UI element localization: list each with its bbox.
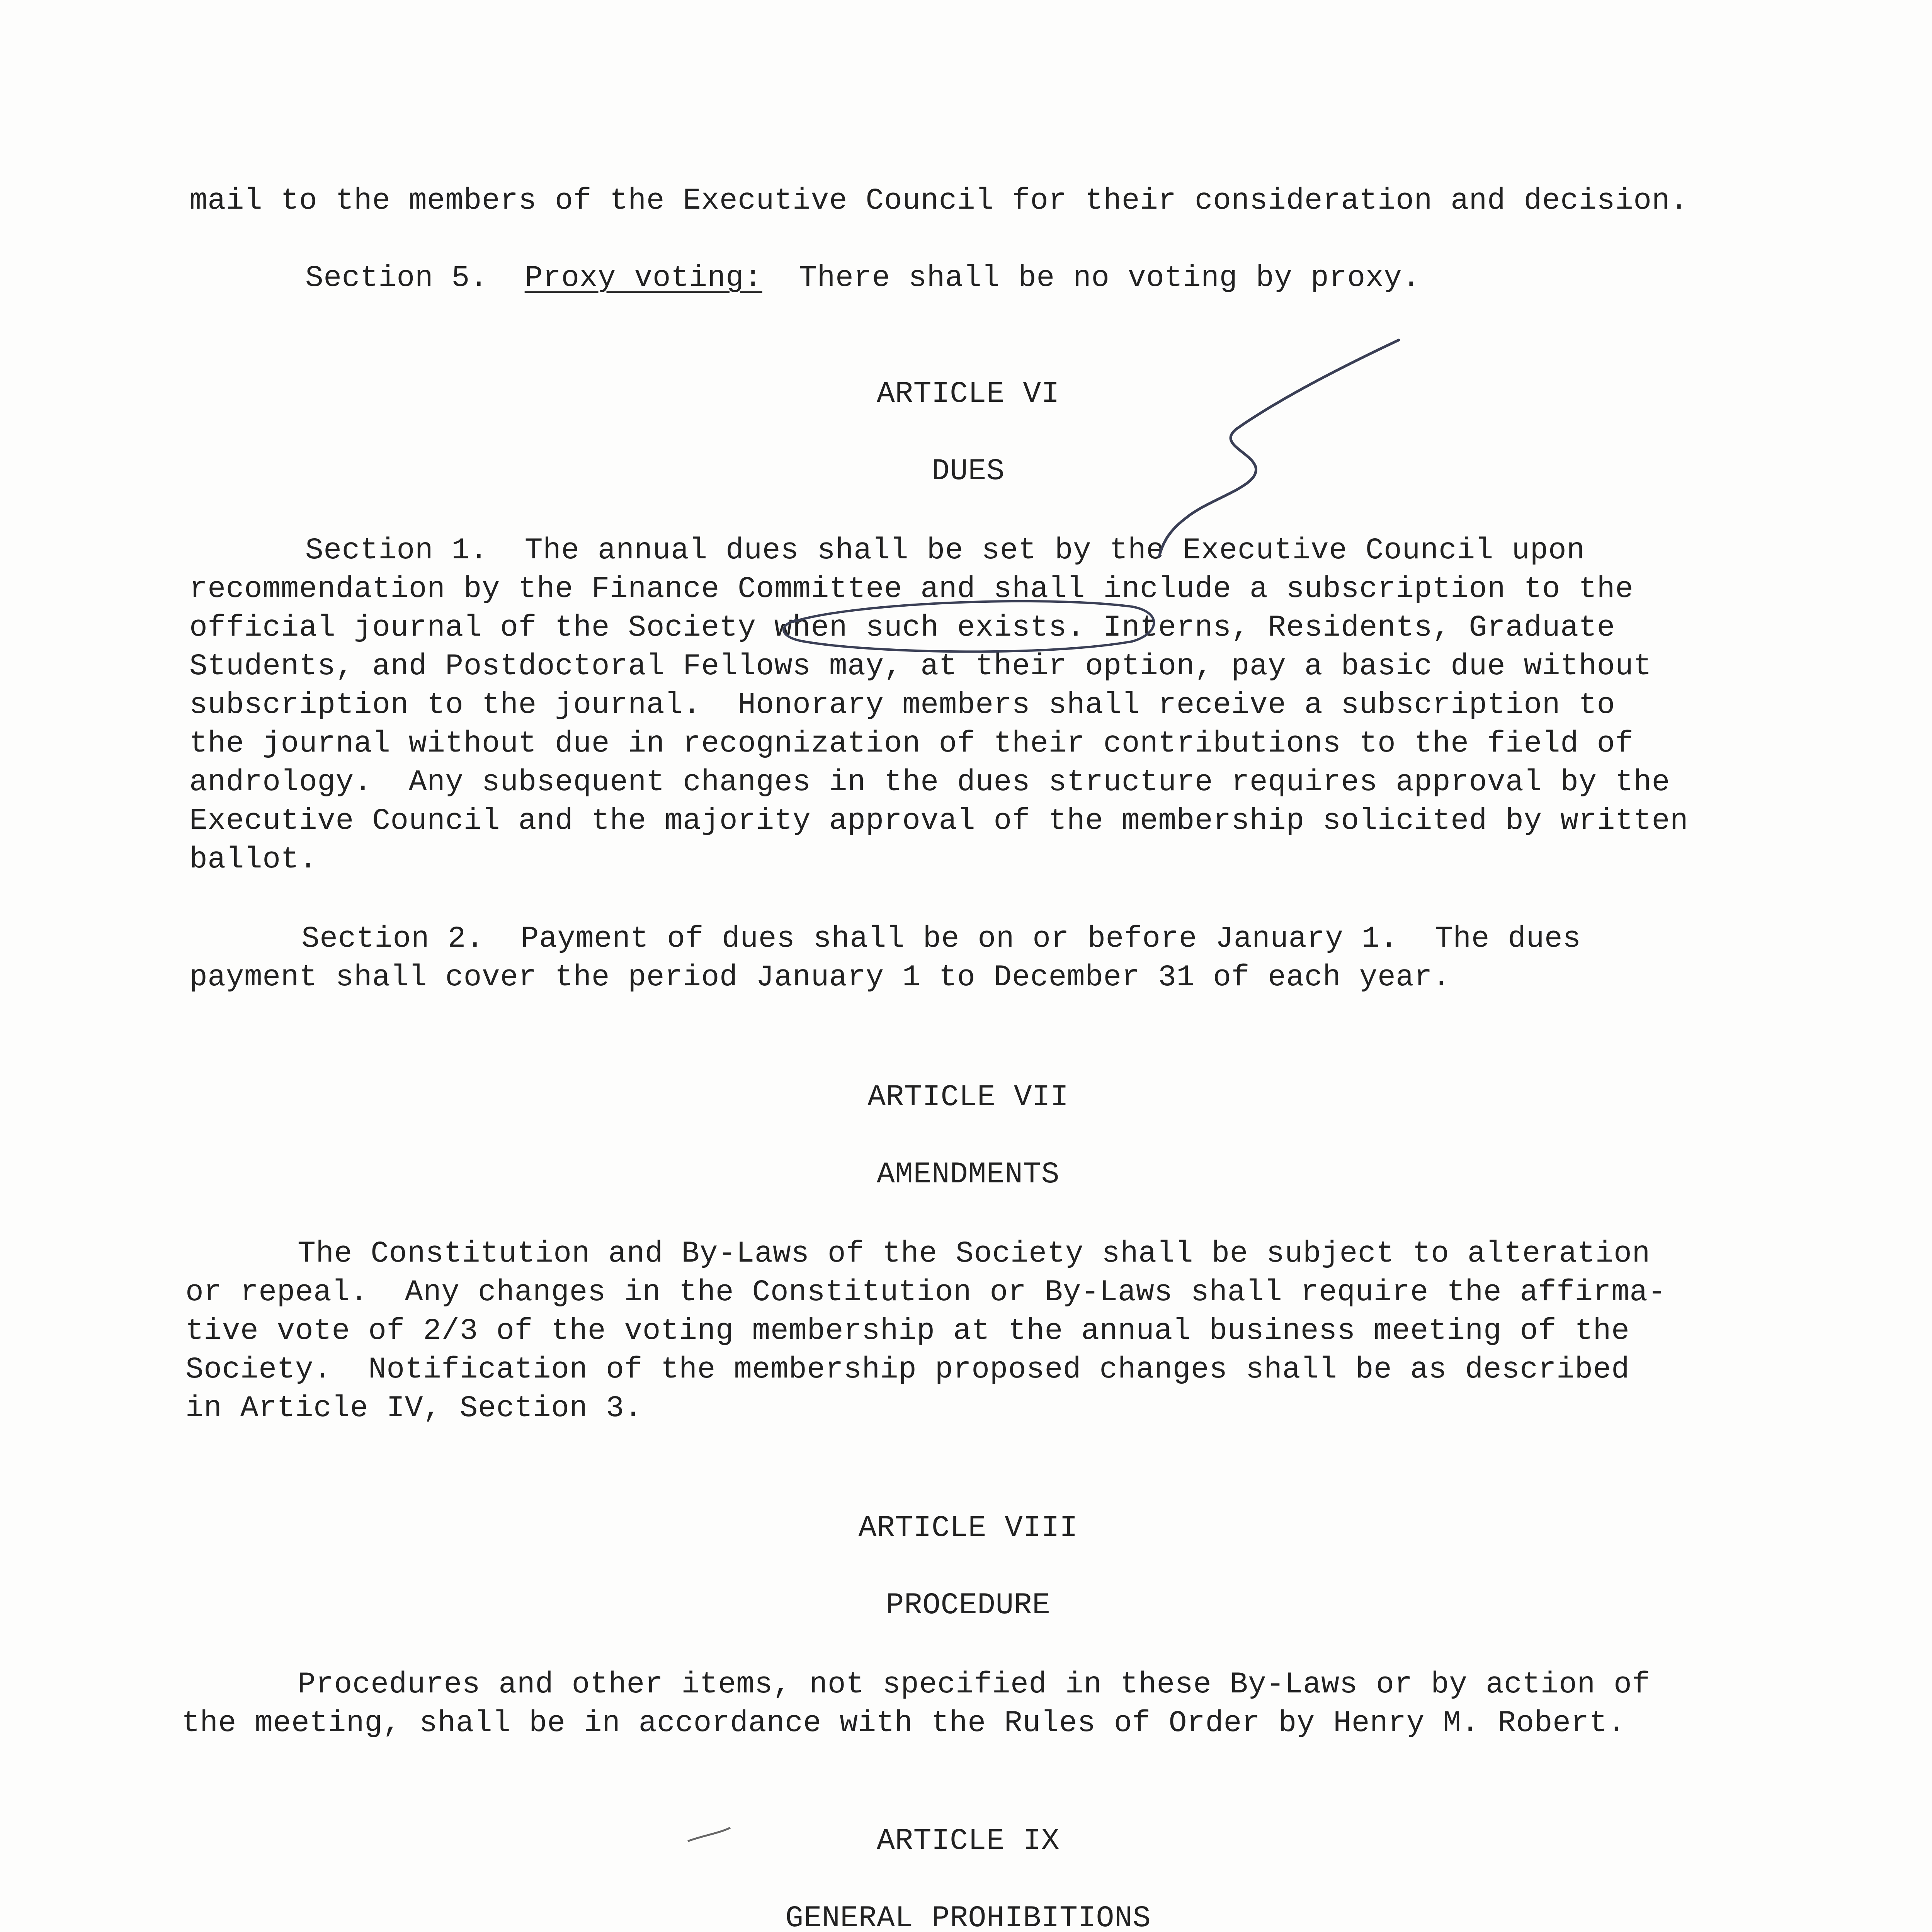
- paragraph-line: Section 2. Payment of dues shall be on or before January 1. The dues: [301, 922, 1581, 956]
- article-7-heading: ARTICLE VII: [867, 1080, 1069, 1114]
- paragraph-line: The Constitution and By-Laws of the Society shall be subject to alteration: [298, 1237, 1650, 1271]
- article-9-subheading: GENERAL PROHIBITIONS: [785, 1901, 1151, 1932]
- paragraph-line: the journal without due in recognization of their contributions to the field of: [189, 727, 1634, 761]
- paragraph-line: andrology. Any subsequent changes in the dues structure requires approval by the: [189, 765, 1670, 799]
- opening-line: mail to the members of the Executive Council for their consideration and decision.: [189, 184, 1689, 218]
- section-5-title: Proxy voting:: [524, 261, 762, 295]
- article-6-subheading: DUES: [931, 454, 1005, 488]
- paragraph-line: Procedures and other items, not specified in these By-Laws or by action of: [298, 1668, 1650, 1702]
- article-7-subheading: AMENDMENTS: [876, 1158, 1060, 1192]
- paragraph-line: recommendation by the Finance Committee and shall include a subscription to the: [189, 572, 1634, 606]
- paragraph-line: Executive Council and the majority approval of the membership solicited by written: [189, 804, 1689, 838]
- paragraph-line: payment shall cover the period January 1 to December 31 of each year.: [189, 961, 1451, 995]
- paragraph-line: the meeting, shall be in accordance with the Rules of Order by Henry M. Robert.: [182, 1706, 1626, 1740]
- article-8-heading: ARTICLE VIII: [858, 1511, 1078, 1545]
- section-5: [305, 259, 1420, 298]
- paragraph-line: subscription to the journal. Honorary members shall receive a subscription to: [189, 688, 1615, 722]
- article-6-heading: ARTICLE VI: [876, 377, 1060, 411]
- paragraph-line: Society. Notification of the membership proposed changes shall be as described: [185, 1353, 1630, 1387]
- paragraph-line: Students, and Postdoctoral Fellows may, at their option, pay a basic due without: [189, 650, 1652, 684]
- paragraph-line: in Article IV, Section 3.: [185, 1391, 643, 1425]
- paragraph-line: or repeal. Any changes in the Constitution or By-Laws shall require the affirma-: [185, 1276, 1666, 1310]
- article-8-subheading: PROCEDURE: [886, 1588, 1051, 1622]
- section-5-text: There shall be no voting by proxy.: [799, 261, 1420, 295]
- article-9-heading: ARTICLE IX: [876, 1824, 1060, 1858]
- paragraph-line: ballot.: [189, 843, 318, 877]
- section-5-label: Section 5.: [305, 261, 488, 295]
- paragraph-line: tive vote of 2/3 of the voting membership at the annual business meeting of the: [185, 1314, 1630, 1348]
- pen-stroke-icon: [1159, 340, 1399, 556]
- paragraph-line: Section 1. The annual dues shall be set by the Executive Council upon: [305, 534, 1585, 568]
- paragraph-line: official journal of the Society when such exists. Interns, Residents, Graduate: [189, 611, 1615, 645]
